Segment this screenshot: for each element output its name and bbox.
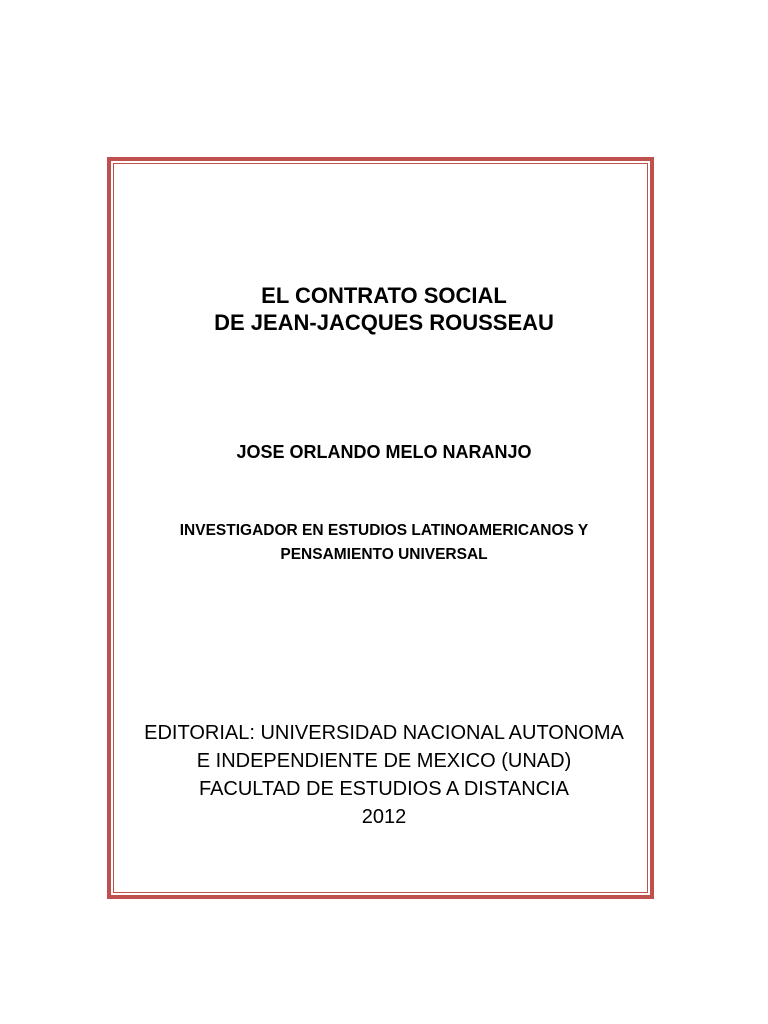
affiliation-line-1: INVESTIGADOR EN ESTUDIOS LATINOAMERICANOS Y xyxy=(179,522,589,539)
author-affiliation xyxy=(0,519,768,567)
publisher-line-2: E INDEPENDIENTE DE MEXICO (UNAD) xyxy=(196,750,572,772)
publisher-line-3: FACULTAD DE ESTUDIOS A DISTANCIA xyxy=(198,778,570,800)
cover-title xyxy=(0,282,768,336)
author-name xyxy=(0,440,768,464)
title-line-2: DE JEAN-JACQUES ROUSSEAU xyxy=(214,310,554,335)
publisher-line-1: EDITORIAL: UNIVERSIDAD NACIONAL AUTONOMA xyxy=(144,722,624,744)
publication-year: 2012 xyxy=(361,806,407,828)
title-line-1: EL CONTRATO SOCIAL xyxy=(261,283,507,308)
author-line: JOSE ORLANDO MELO NARANJO xyxy=(236,442,532,462)
publisher-info xyxy=(0,719,768,831)
affiliation-line-2: PENSAMIENTO UNIVERSAL xyxy=(280,546,488,563)
